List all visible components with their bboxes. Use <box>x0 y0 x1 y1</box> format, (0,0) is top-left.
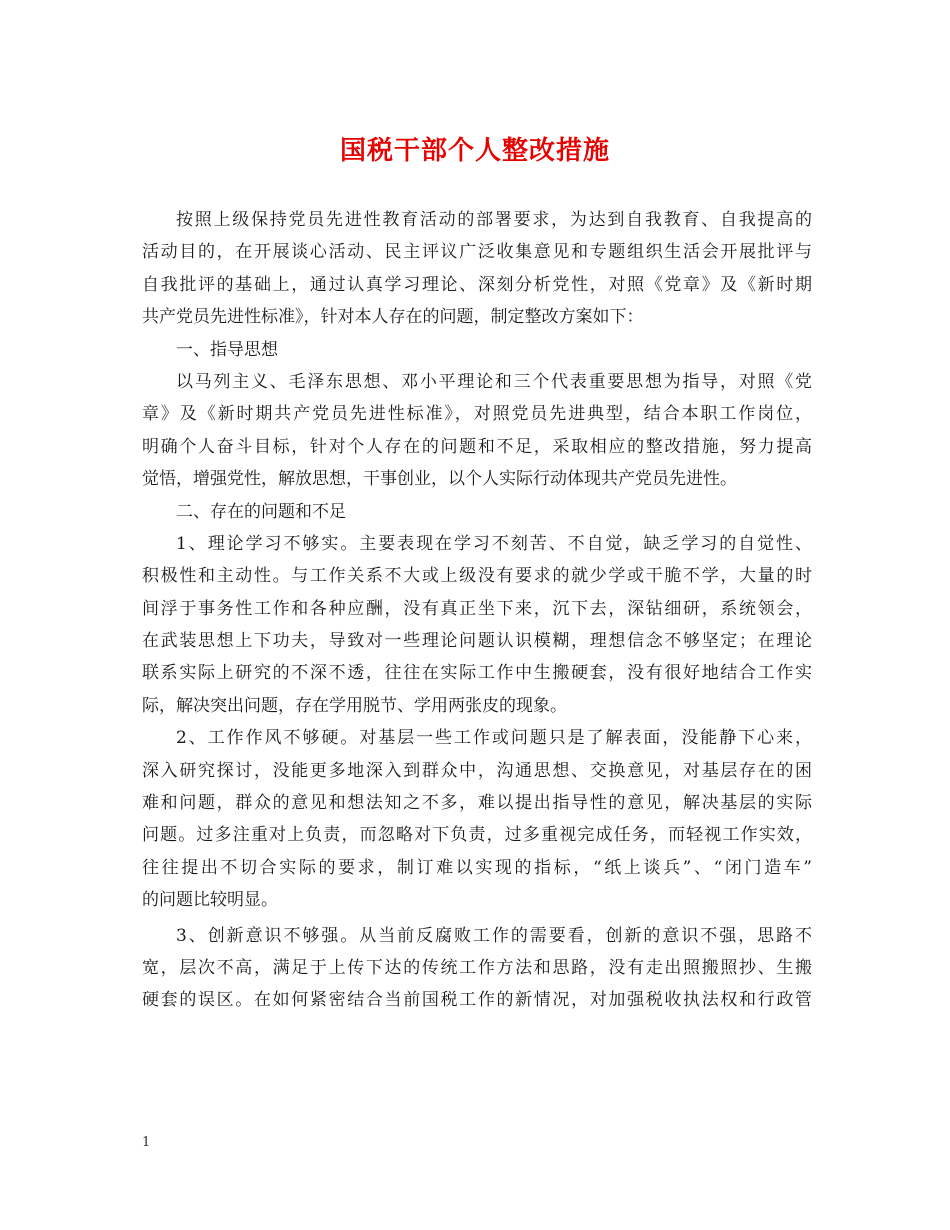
text-line: 以马列主义、毛泽东思想、邓小平理论和三个代表重要思想为指导，对照《党 <box>176 371 812 392</box>
page-number: 1 <box>142 1135 151 1150</box>
text-line: 活动目的，在开展谈心活动、民主评议广泛收集意见和专题组织生活会开展批评与 <box>142 242 812 263</box>
text-line: 深入研究探讨，没能更多地深入到群众中，沟通思想、交换意见，对基层存在的困 <box>142 760 812 781</box>
text-line: 难和问题，群众的意见和想法知之不多，难以提出指导性的意见，解决基层的实际 <box>142 793 812 814</box>
document-body <box>142 204 812 1017</box>
text-line: 共产党员先进性标准》，针对本人存在的问题，制定整改方案如下： <box>142 307 644 328</box>
text-line: 积极性和主动性。与工作关系不大或上级没有要求的就少学或干脆不学，大量的时 <box>142 566 812 587</box>
text-line: 一、指导思想 <box>176 339 278 360</box>
text-line: 明确个人奋斗目标，针对个人存在的问题和不足，采取相应的整改措施，努力提高 <box>142 436 812 457</box>
text-line: 的问题比较明显。 <box>142 890 278 911</box>
text-line: 间浮于事务性工作和各种应酬，没有真正坐下来，沉下去，深钻细研，系统领会， <box>142 598 812 619</box>
text-line: 问题。过多注重对上负责，而忽略对下负责，过多重视完成任务，而轻视工作实效， <box>142 825 812 846</box>
text-line: 往往提出不切合实际的要求，制订难以实现的指标，“纸上谈兵”、“闭门造车” <box>142 857 812 878</box>
page-title: 国税干部个人整改措施 <box>339 136 610 166</box>
text-line: 联系实际上研究的不深不透，往往在实际工作中生搬硬套，没有很好地结合工作实 <box>142 663 812 684</box>
text-line: 在武装思想上下功夫，导致对一些理论问题认识模糊，理想信念不够坚定；在理论 <box>142 631 812 652</box>
text-line: 按照上级保持党员先进性教育活动的部署要求，为达到自我教育、自我提高的 <box>176 210 812 230</box>
text-line: 际，解决突出问题，存在学用脱节、学用两张皮的现象。 <box>142 695 567 716</box>
text-line: 3、创新意识不够强。从当前反腐败工作的需要看，创新的意识不强，思路不 <box>176 925 812 946</box>
text-line: 宽，层次不高，满足于上传下达的传统工作方法和思路，没有走出照搬照抄、生搬 <box>142 957 812 978</box>
text-line: 1、理论学习不够实。主要表现在学习不刻苦、不自觉，缺乏学习的自觉性、 <box>176 533 812 554</box>
text-line: 自我批评的基础上，通过认真学习理论、深刻分析党性，对照《党章》及《新时期 <box>142 274 812 295</box>
text-line: 硬套的误区。在如何紧密结合当前国税工作的新情况，对加强税收执法权和行政管 <box>142 990 812 1011</box>
text-line: 章》及《新时期共产党员先进性标准》，对照党员先进典型，结合本职工作岗位， <box>142 404 812 425</box>
text-line: 二、存在的问题和不足 <box>176 501 346 522</box>
text-line: 2、工作作风不够硬。对基层一些工作或问题只是了解表面，没能静下心来， <box>176 728 812 749</box>
text-line: 觉悟，增强党性，解放思想，干事创业，以个人实际行动体现共产党员先进性。 <box>142 469 737 490</box>
